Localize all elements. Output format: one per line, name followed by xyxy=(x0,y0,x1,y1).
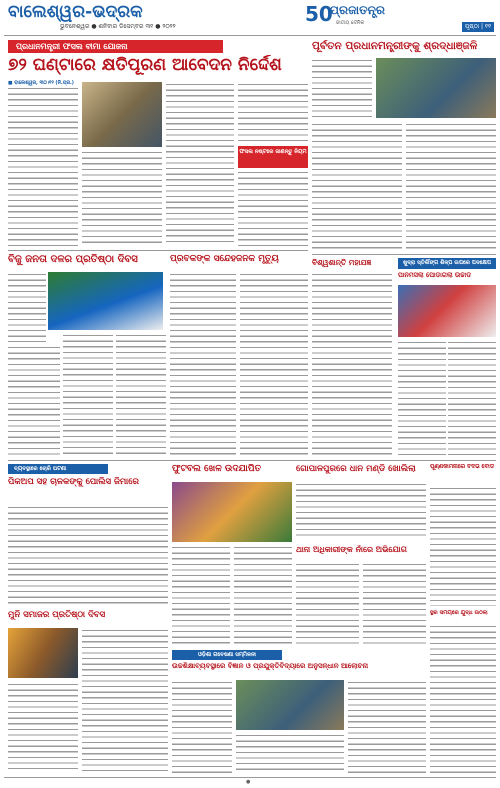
masthead xyxy=(0,0,500,34)
divider xyxy=(4,35,496,36)
story9-headline: ଗୋପାଳପୁରରେ ଧାନ ମଣ୍ଡି ଖୋଲିଲା xyxy=(296,464,416,474)
story2-column-1 xyxy=(312,58,372,118)
story5-column-1 xyxy=(8,272,46,342)
story1-callout: ଫସଲ ନଷ୍ଟରେ ଜାଣନ୍ତୁ ନିୟମ xyxy=(238,146,308,168)
story1-column-5 xyxy=(238,170,308,246)
story13-photo xyxy=(236,680,344,730)
dateline: ଭୁବନେଶ୍ୱର ● ଶନିବାର ଡିସେମ୍ବର ୩୧ ● ୨୦୨୨ xyxy=(60,23,176,30)
story14-body xyxy=(430,624,496,773)
story4-headline: ପାନମସଲା ପୋଡାଗଲା ଉଚ୍ଚାଡ xyxy=(398,271,472,279)
story5-photo xyxy=(48,272,163,330)
story4-photo xyxy=(398,285,496,337)
divider xyxy=(312,254,496,255)
story1-column-3 xyxy=(166,82,234,246)
story4-column-2 xyxy=(448,340,496,457)
story3-headline: ବିଶ୍ୱଶାନ୍ତି ମହାଯଜ୍ଞ xyxy=(312,258,372,267)
story11-column-2 xyxy=(363,562,426,645)
story8-column-2 xyxy=(234,545,292,645)
story12-column-2 xyxy=(8,682,78,773)
story2-column-2 xyxy=(312,122,402,252)
story10-body xyxy=(430,486,496,606)
story14-headline: ସ୍ଥିର ସମୟରେ ଯୁଦ୍ଧ ଉଠିଲା xyxy=(430,610,488,616)
story13-column-2 xyxy=(236,733,344,773)
story8-photo xyxy=(172,482,292,542)
story7-headline: ପିକଅପ ସହ ଚାଳକଙ୍କୁ ପୋଲିସ ଜିମାରେ xyxy=(8,477,139,487)
story12-column xyxy=(82,628,168,773)
page-number: ପୃଷ୍ଠା | ୧୧ xyxy=(462,22,494,32)
edition-title: ବାଲେଶ୍ୱର-ଭଦ୍ରକ xyxy=(8,2,143,22)
story11-column-1 xyxy=(296,562,359,645)
story6-headline: ପ୍ରବକଙ୍କ ସନ୍ଦେହଜନକ ମୃତ୍ୟୁ xyxy=(170,254,279,264)
jubilee-logo: 50 xyxy=(305,2,333,26)
story2-photo xyxy=(376,58,496,118)
footer-mark: ● xyxy=(246,779,251,785)
divider xyxy=(8,460,496,461)
story5-headline: ବିଜୁ ଜନତା ଦଳର ପ୍ରତିଷ୍ଠା ଦିବସ xyxy=(8,254,138,265)
story7-kicker: ବ୍ୟବସ୍ଥାରେ ଚୋରି ଘଟଣା xyxy=(8,464,108,474)
story7-body xyxy=(8,505,168,605)
story2-column-3 xyxy=(406,122,496,252)
brand-tagline: ଜାତୀୟ ଦୈନିକ xyxy=(336,20,365,26)
story8-headline: ଫୁଟବଲ ଖେଳ ଉଦଯାପିତ xyxy=(172,464,262,474)
story1-column-2 xyxy=(82,150,162,246)
story1-column-4 xyxy=(238,82,308,144)
story13-kicker: ଓଡ଼ିଶା ଗବେଷଣା ସମ୍ମିଳନୀ xyxy=(172,650,282,660)
story5-column-2 xyxy=(8,345,60,457)
story11-headline: ଥାନା ଅଧିକାରୀଙ୍କ ନାଁରେ ଅଭିଯୋଗ xyxy=(296,545,407,554)
story6-column-2 xyxy=(240,272,308,457)
story3-column xyxy=(312,272,392,457)
story13-column-3 xyxy=(348,680,426,773)
divider xyxy=(8,250,308,251)
story6-column-1 xyxy=(170,272,236,457)
story5-column-3 xyxy=(63,333,113,457)
story5-column-4 xyxy=(116,333,166,457)
story9-body xyxy=(296,482,426,540)
newspaper-brand: ପ୍ରଜାତନ୍ତ୍ର xyxy=(330,3,386,17)
story1-column-1 xyxy=(8,86,78,246)
story8-column-1 xyxy=(172,545,230,645)
story4-column-1 xyxy=(398,340,446,457)
story1-byline: ■ ବାଲେଶ୍ୱର, ୩୦।୧୨ (ନି.ପ୍ର.) xyxy=(8,81,74,86)
story13-column-1 xyxy=(172,680,232,773)
story1-kicker: ପ୍ରଧାନମନ୍ତ୍ରୀ ଫସଲ ବୀମା ଯୋଜନା xyxy=(8,40,223,53)
story2-headline: ପୂର୍ବତନ ପ୍ରଧାନମନ୍ତ୍ରୀଙ୍କୁ ଶ୍ରଦ୍ଧାଞ୍ଜଳି xyxy=(312,40,478,52)
divider xyxy=(4,777,496,778)
story12-photo xyxy=(8,628,78,678)
story13-headline: ଉଚ୍ଚଶିକ୍ଷାବ୍ୟବସ୍ଥାରେ ବିଜ୍ଞାନ ଓ ପ୍ରଯୁକ୍ତିବିଦ୍ୟାରେ ଅନୁସନ୍ଧାନ ଆଲୋଚନା xyxy=(172,662,369,670)
story4-kicker: ଖୁଦ୍ରା ସ୍ତିର୍ଲିଙ୍ଗ ଶିଳ୍ପ ଉପରେ ପଦକ୍ଷେପ xyxy=(398,258,496,269)
story1-photo xyxy=(82,82,162,147)
story1-headline: ୭୨ ଘଣ୍ଟାରେ କ୍ଷତିପୂରଣ ଆବେଦନ ନିର୍ଦ୍ଦେଶ xyxy=(8,55,282,75)
story10-headline: ପୂର୍ଣ୍ଣକାମନାରେ ବିଦର୍ଭ ବୋର୍ଡ xyxy=(430,464,495,470)
story12-headline: ମୁନି ସମାଜର ପ୍ରତିଷ୍ଠା ଦିବସ xyxy=(8,610,106,620)
